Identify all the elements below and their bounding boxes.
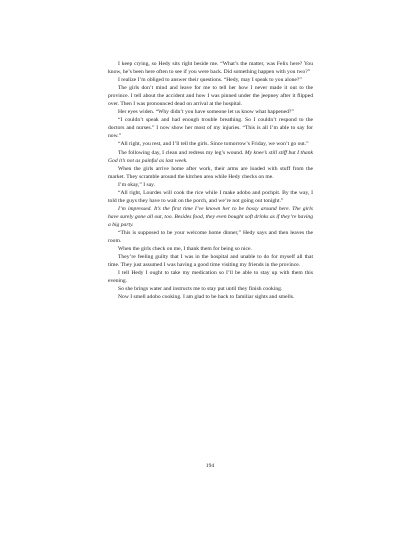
- paragraph: [108, 269, 313, 285]
- paragraph-text: “All right, you rest, and I’ll tell the girls. Since tomorrow’s Friday, we won’t go out.”: [118, 141, 309, 148]
- paragraph-text: “I couldn’t speak and had enough trouble breathing. So I couldn’t respond to the doctors and nurses.” I now show her most of my injuries. “This is all I’m able to say for now.”: [108, 117, 313, 140]
- paragraph: [108, 60, 313, 76]
- paragraph-text: Her eyes widen. “Why didn’t you have someone let us know what happened?”: [118, 109, 294, 116]
- paragraph-text: The girls don’t mind and leave for me to tell her how I never made it out to the province. I tell about the accident and how I was pinned under the jeepney after it flipped over. Then I was pronounced dead on arrival at the hospital.: [108, 85, 313, 108]
- paragraph-text: When the girls arrive home after work, their arms are loaded with stuff from the market. They scramble around the kitchen area while Hedy checks on me.: [108, 165, 313, 180]
- paragraph-text: I’m impressed. It’s the first time I’ve known her to be bossy around here. The girls have surely gone all out, too. Besides food, they even bought soft drinks as if they’re having a big party.: [108, 205, 313, 228]
- paragraph-text: So she brings water and instructs me to stay put until they finish cooking.: [118, 286, 283, 293]
- page-number: 194: [205, 463, 215, 469]
- paragraph: [108, 140, 313, 148]
- paragraph-text: “All right, Lourdes will cook the rice while I make adobo and pochpit. By the way, I told the guys they have to wait on the porch, and we’re not going out tonight.”: [108, 189, 313, 204]
- paragraph-text: “This is supposed to be your welcome home dinner,” Hedy says and then leaves the room.: [108, 229, 313, 245]
- paragraph: [108, 229, 313, 245]
- paragraph-text: They’re feeling guilty that I was in the hospital and unable to do for myself all that time. They just assumed I was having a good time visiting my friends in the province.: [108, 254, 313, 269]
- paragraph-text: I keep crying, so Hedy sits right beside me. “What’s the matter, was Felix here? You know, he’s been here often to see if you were back. Did something happen with you two?”: [108, 61, 313, 76]
- paragraph-text: When the girls check on me, I thank them for being so nice.: [118, 246, 252, 253]
- paragraph: [108, 76, 313, 84]
- paragraph-text: I tell Hedy I ought to take my medication so I’ll be able to stay up with them this evening.: [108, 270, 313, 285]
- paragraph: [108, 116, 313, 140]
- body-text: [108, 60, 313, 301]
- paragraph: [108, 205, 313, 229]
- paragraph: [108, 165, 313, 181]
- paragraph: [108, 181, 313, 189]
- paragraph: [108, 84, 313, 108]
- paragraph: [108, 245, 313, 253]
- paragraph: [108, 285, 313, 293]
- paragraph: [108, 293, 313, 301]
- paragraph: [108, 189, 313, 205]
- paragraph-text: Now I smell adobo cooking. I am glad to be back to familiar sights and smells.: [118, 294, 295, 301]
- paragraph-text: I’m okay,” I say.: [118, 181, 156, 188]
- paragraph: [108, 149, 313, 165]
- paragraph: [108, 108, 313, 116]
- paragraph-text: The following day, I clean and redress my leg’s wound.: [118, 149, 244, 156]
- paragraph-text: I realize I’m obliged to answer their questions. “Hedy, may I speak to you alone?”: [118, 77, 302, 84]
- paragraph: [108, 253, 313, 269]
- paragraph-italic-text: My knee’s still stiff but I thank God it’s not as painful as last week.: [108, 149, 313, 164]
